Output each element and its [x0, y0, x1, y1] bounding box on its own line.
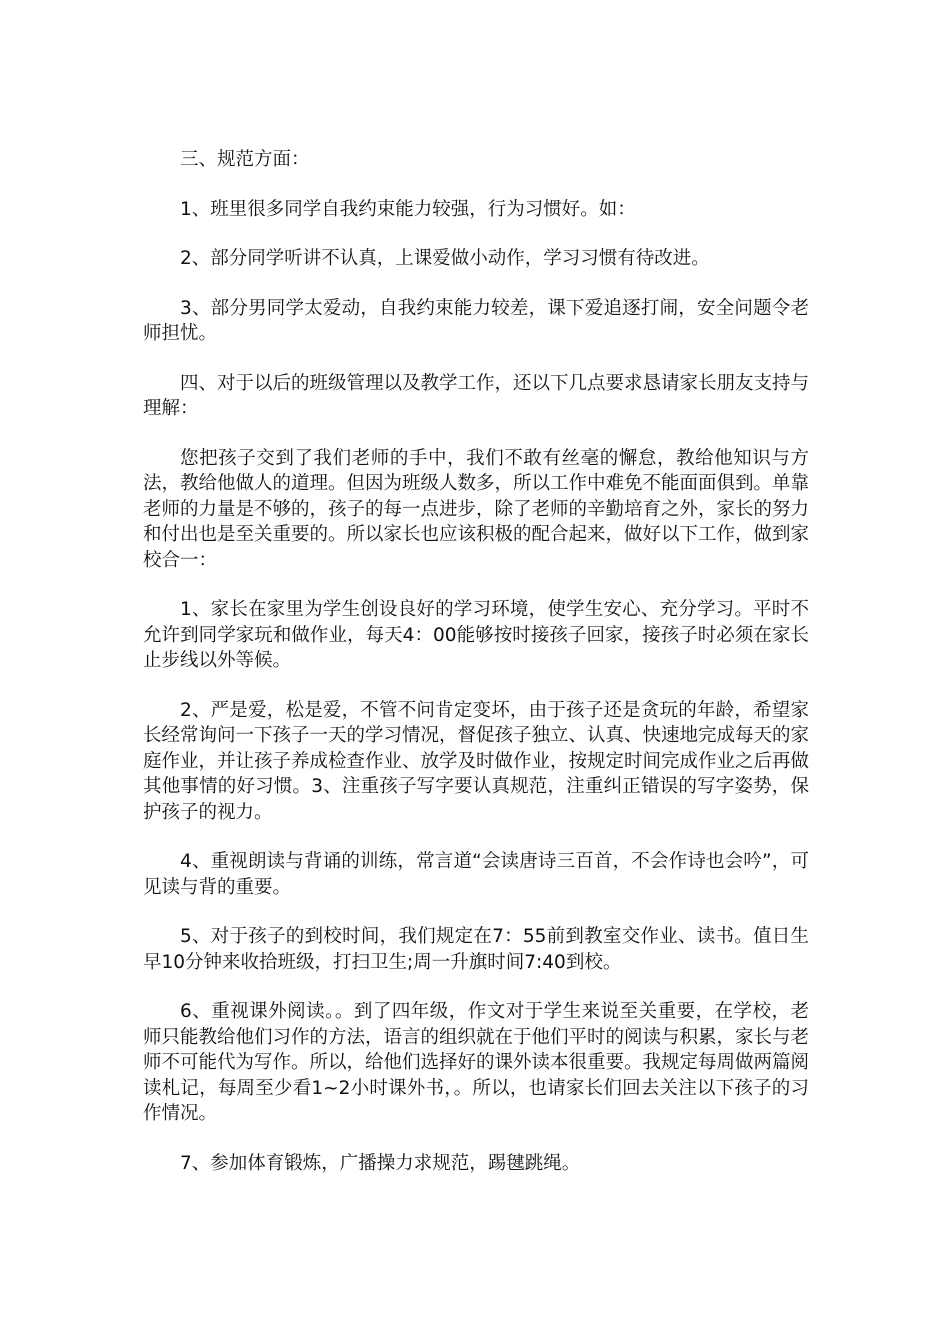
- paragraph-norm-3: 3、部分男同学太爱动，自我约束能力较差，课下爱追逐打闹，安全问题令老师担忧。: [143, 297, 809, 344]
- paragraph-request-1: 1、家长在家里为学生创设良好的学习环境，使学生安心、充分学习。平时不允许到同学家玩和做作业，每天4：00能够按时接孩子回家，接孩子时必须在家长止步线以外等候。: [143, 599, 809, 671]
- paragraph-request-7: 7、参加体育锻炼，广播操力求规范，踢毽跳绳。: [180, 1152, 581, 1174]
- paragraph-request-6: 6、重视课外阅读。。到了四年级，作文对于学生来说至关重要，在学校，老师只能教给他们习作的方法，语言的组织就在于他们平时的阅读与积累，家长与老师不可能代为写作。所以，给他们选择好的课外读本很重要。我规定每周做两篇阅读札记，每周至少看1~2小时课外书，。所以，也请家长们回去关注以下孩子的习作情况。: [143, 1001, 810, 1124]
- paragraph-request-4: 4、重视朗读与背诵的训练，常言道“会读唐诗三百首，不会作诗也会吟”，可见读与背的重要。: [143, 851, 809, 898]
- paragraph-intro: 您把孩子交到了我们老师的手中，我们不敢有丝毫的懈怠，教给他知识与方法，教给他做人的道理。但因为班级人数多，所以工作中难免不能面面俱到。单靠老师的力量是不够的，孩子的每一点进步，除了老师的辛勤培育之外，家长的努力和付出也是至关重要的。所以家长也应该积极的配合起来，做好以下工作，做到家校合一：: [143, 447, 810, 571]
- paragraph-request-5: 5、对于孩子的到校时间，我们规定在7：55前到教室交作业、读书。值日生早10分钟来收拾班级，打扫卫生;周一升旗时间7:40到校。: [143, 926, 809, 973]
- paragraph-norm-2: 2、部分同学听讲不认真，上课爱做小动作，学习习惯有待改进。: [180, 248, 710, 269]
- paragraph-norm-1: 1、班里很多同学自我约束能力较强，行为习惯好。如：: [180, 198, 636, 220]
- section-heading-three: 三、规范方面：: [180, 149, 310, 170]
- document-page: [143, 147, 809, 1176]
- paragraph-request-2: 2、严是爱，松是爱，不管不问肯定变坏，由于孩子还是贪玩的年龄，希望家长经常询问一下孩子一天的学习情况，督促孩子独立、认真、快速地完成每天的家庭作业，并让孩子养成检查作业、放学及时做作业，按规定时间完成作业之后再做其他事情的好习惯。3、注重孩子写字要认真规范，注重纠正错误的写字姿势，保护孩子的视力。: [143, 699, 810, 823]
- section-heading-four: 四、对于以后的班级管理以及教学工作，还以下几点要求恳请家长朋友支持与理解：: [143, 372, 810, 419]
